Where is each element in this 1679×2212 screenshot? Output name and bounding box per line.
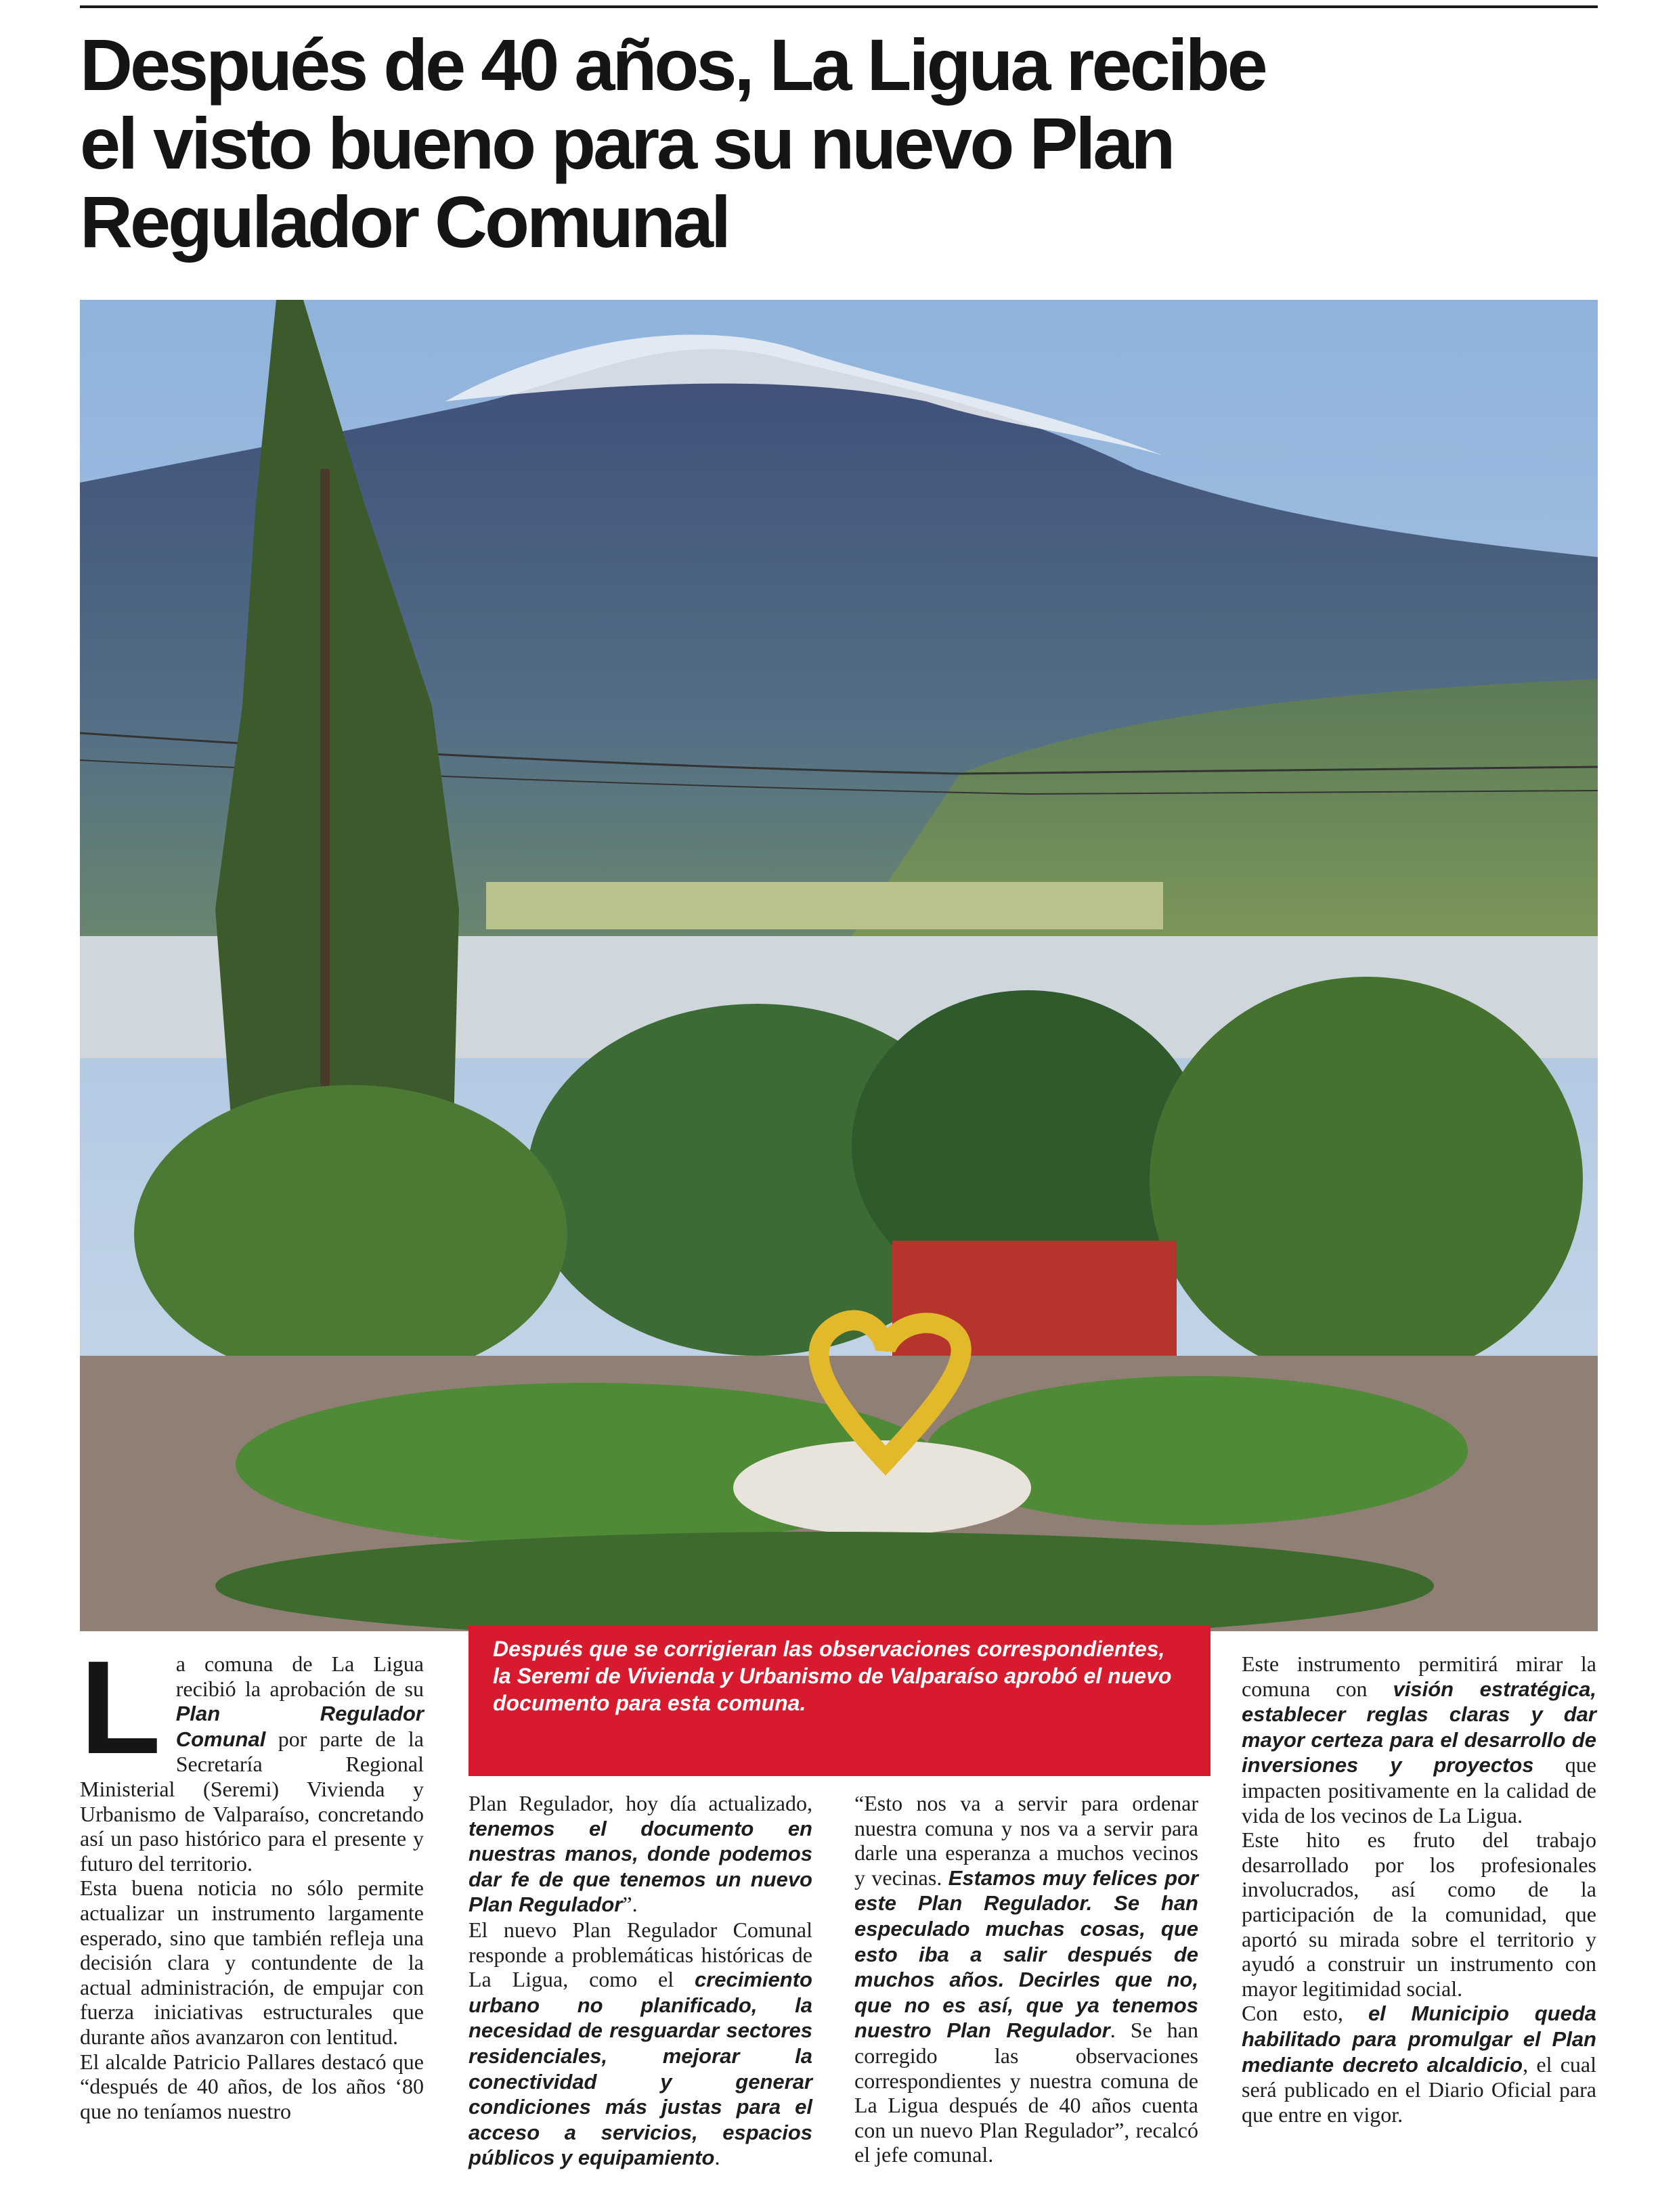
paragraph <box>854 1791 1198 2167</box>
headline <box>80 26 1610 261</box>
headline-line-1: Después de 40 años, La Ligua recibe <box>80 24 1265 106</box>
text-run: , el cual será publicado en el Diario Oficial para que entre en vigor. <box>1242 2052 1597 2127</box>
paragraph: Este hito es fruto del trabajo desarrollado por los profesionales involucrados, así como de la participación de la comunidad, que aportó su mirada sobre el territorio y ayudó a construir un instrumento con mayor legitimidad social. <box>1242 1828 1596 2001</box>
text-run: por parte de la Secretaría Regional Ministerial (Seremi) Vivienda y Urbanismo de Valparaíso, concretando así un paso histórico para el presente y futuro del territorio. <box>80 1726 424 1876</box>
article-column-2 <box>468 1791 812 2171</box>
valley-fields <box>486 882 1163 929</box>
palm-cluster <box>1150 977 1583 1383</box>
text-run: ”. <box>622 1892 638 1917</box>
bold-text: visión estratégica, establecer reglas claras y dar mayor certeza para el desarrollo de inversiones y proyectos <box>1242 1677 1597 1777</box>
paragraph: El alcalde Patricio Pallares destacó que “después de 40 años, de los años ‘80 que no teníamos nuestro <box>80 2049 424 2123</box>
bold-text: Estamos muy felices por este Plan Regulador. Se han especulado muchas cosas, que esto iba a salir después de muchos años. Decirles que no, que no es así, que ya tenemos nuestro Plan Regulador <box>854 1865 1198 2043</box>
text-run: Este instrumento permitirá mirar la comuna con <box>1242 1652 1596 1701</box>
drop-cap: L <box>80 1633 161 1782</box>
text-run: a comuna de La Ligua recibió la aprobación de su <box>175 1652 424 1701</box>
plaza-photo <box>80 300 1598 1631</box>
article-column-4 <box>1242 1652 1596 2127</box>
text-run: El nuevo Plan Regulador Comunal responde a problemáticas históricas de La Ligua, como el <box>468 1917 812 1992</box>
text-run: Plan Regulador, hoy día actualizado, <box>468 1791 812 1815</box>
left-trees <box>134 1085 567 1383</box>
bold-text: Plan Regulador Comunal <box>175 1702 424 1751</box>
article-column-3 <box>854 1791 1198 2167</box>
paragraph <box>1242 1652 1596 1828</box>
text-run: . Se han corregido las observaciones correspondientes y nuestra comuna de La Ligua después de 40 años cuenta con un nuevo Plan Regulador”, recalcó el jefe comunal. <box>854 2018 1198 2167</box>
bold-text: crecimiento urbano no planificado, la necesidad de resguardar sectores residenciales, mejorar la conectividad y generar condiciones más justas para el acceso a servicios, espacios públicos y equipamiento <box>468 1968 812 2170</box>
top-rule <box>80 5 1598 8</box>
paragraph <box>1242 2001 1596 2127</box>
paragraph <box>80 1633 424 1876</box>
text-run: . <box>714 2145 720 2170</box>
headline-line-3: Regulador Comunal <box>80 181 729 263</box>
bold-text: tenemos el documento en nuestras manos, donde podemos dar fe de que tenemos un nuevo Plan Regulador <box>468 1816 812 1917</box>
headline-line-2: el visto bueno para su nuevo Plan <box>80 102 1173 184</box>
plaza-photo-illustration <box>80 300 1598 1631</box>
paragraph <box>468 1918 812 2171</box>
text-run: que impacten positivamente en la calidad de vida de los vecinos de La Ligua. <box>1242 1752 1596 1828</box>
photo-caption-callout: Después que se corrigieran las observaciones correspondientes, la Seremi de Vivienda y Urbanismo de Valparaíso aprobó el nuevo documento para esta comuna. <box>468 1626 1211 1776</box>
paragraph <box>468 1791 812 1918</box>
bold-text: el Municipio queda habilitado para promulgar el Plan mediante decreto alcaldicio <box>1242 2001 1596 2077</box>
text-run: “Esto nos va a servir para ordenar nuestra comuna y nos va a servir para darle una esperanza a muchos vecinos y vecinas. <box>854 1791 1198 1890</box>
text-run: Con esto, <box>1242 2001 1368 2026</box>
paragraph: Esta buena noticia no sólo permite actualizar un instrumento largamente esperado, sino que también refleja una decisión clara y contundente de la actual administración, de empujar con fuerza iniciativas estructurales que durante años avanzaron con lentitud. <box>80 1876 424 2049</box>
article-column-1 <box>80 1633 424 2123</box>
